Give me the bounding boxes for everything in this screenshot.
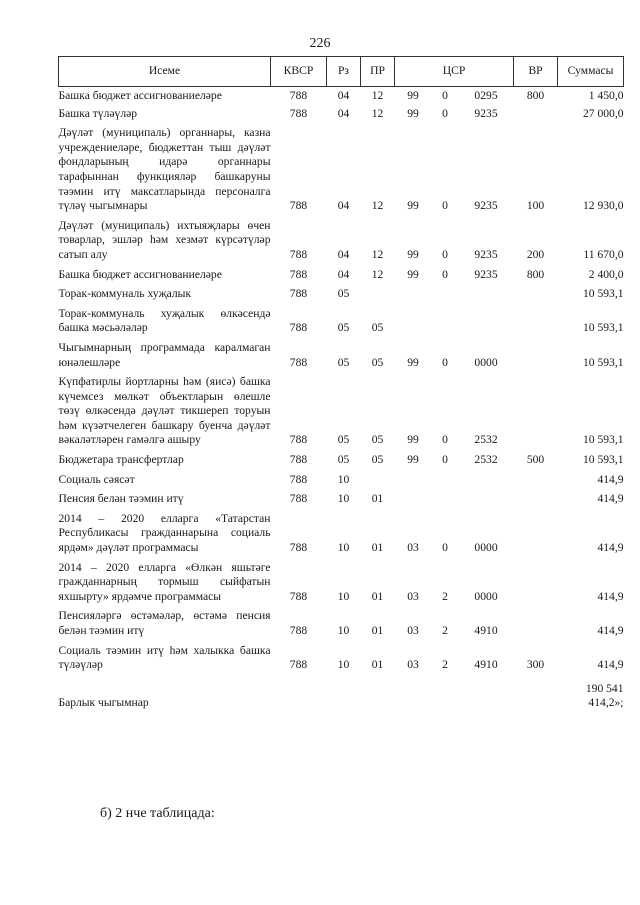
cell-rz: 04 [337, 199, 350, 213]
cell-csr-program: 03 [407, 624, 419, 637]
cell-csr-program: 99 [407, 453, 419, 467]
cell-pr: 12 [371, 106, 384, 120]
cell-sum: 414,9 [597, 541, 624, 555]
cell-kvsr: 788 [289, 89, 308, 102]
cell-pr: 01 [371, 589, 384, 603]
cell-csr-subprogram: 0 [442, 106, 448, 120]
cell-csr-direction: 0000 [474, 541, 498, 555]
table-row [59, 87, 624, 104]
cell-csr-direction: 2532 [474, 433, 498, 447]
cell-vr [514, 556, 558, 605]
column-header-csr: ЦСР [395, 57, 514, 87]
cell-sum: 414,9 [597, 624, 624, 637]
cell-pr: 05 [371, 355, 384, 369]
cell-pr: 05 [371, 321, 384, 335]
table-row [59, 282, 624, 302]
table-row [59, 370, 624, 448]
cell-csr-direction [459, 302, 514, 336]
cell-sum: 10 593,1 [582, 287, 624, 301]
cell-name: Дәүләт (муниципаль) органнары, казна учреждениеләре, бюджеттан тыш дәүләт фондларының идарә органнары тарафыннан функцияләр башкаруны тәэмин итү максатларында персоналга түләү чыгымнары [58, 126, 271, 213]
page-number: 226 [309, 36, 331, 51]
cell-pr: 05 [371, 453, 384, 467]
cell-csr-program: 99 [407, 106, 419, 120]
table-body [59, 87, 624, 673]
cell-kvsr: 788 [289, 106, 308, 120]
cell-csr-program [395, 468, 432, 488]
cell-csr-program: 03 [407, 589, 419, 603]
cell-rz: 10 [337, 658, 350, 672]
column-header-rz: Рз [327, 57, 361, 87]
cell-name: Дәүләт (муниципаль) ихтыяҗлары өчен товарлар, эшләр һәм хезмәт күрсәтүләр сатып алу [58, 218, 271, 261]
column-header-vr: ВР [514, 57, 558, 87]
cell-sum: 414,9 [597, 492, 624, 506]
cell-sum: 11 670,0 [583, 247, 624, 261]
cell-csr-direction: 4910 [474, 658, 498, 672]
cell-kvsr: 788 [289, 658, 308, 672]
cell-kvsr: 788 [289, 541, 308, 555]
budget-table [58, 56, 624, 711]
cell-pr: 12 [371, 247, 384, 261]
table-row [59, 302, 624, 336]
cell-name: 2014 – 2020 елларга «Татарстан Республикасы гражданнарына социаль ярдәм» дәүләт программасы [58, 511, 271, 555]
cell-rz: 05 [337, 287, 350, 301]
cell-sum: 1 450,0 [588, 89, 624, 102]
cell-pr: 05 [371, 433, 384, 447]
cell-name: Пенсияләргә өстәмәләр, өстәмә пенсия белән тәэмин итү [58, 609, 271, 637]
cell-name: Күпфатирлы йортларны һәм (яисә) башка күчемсез мөлкәт объектларын өлешле төзү өлкәсендә дәүләт тикшереп торуын һәм күзәтчелеген башкару буенча дәүләт вәкаләтләрен гамәлгә ашыру [58, 375, 271, 447]
table-row [59, 556, 624, 605]
table-row [59, 121, 624, 214]
cell-csr-direction [459, 282, 514, 302]
cell-sum: 2 400,0 [588, 267, 624, 281]
cell-name: Торак-коммуналь хуҗалык [58, 287, 192, 301]
cell-vr [514, 302, 558, 336]
cell-csr-program [395, 487, 432, 507]
table-row [59, 448, 624, 468]
cell-rz: 04 [337, 247, 350, 261]
cell-csr-direction: 0295 [474, 89, 498, 102]
cell-csr-subprogram: 0 [442, 89, 448, 102]
cell-csr-subprogram: 0 [442, 355, 448, 369]
cell-csr-program: 99 [407, 199, 419, 213]
cell-csr-subprogram: 0 [442, 541, 448, 555]
cell-csr-subprogram [432, 468, 459, 488]
cell-name: Социаль тәэмин итү һәм халыкка башка түләүләр [58, 643, 271, 672]
cell-sum: 10 593,1 [582, 355, 624, 369]
cell-pr [361, 468, 395, 488]
cell-vr: 300 [526, 658, 545, 672]
cell-vr: 100 [526, 199, 545, 213]
footer-text: б) 2 нче таблицада: [100, 806, 215, 821]
cell-name: Пенсия белән тәэмин итү [58, 492, 184, 506]
cell-rz: 05 [337, 453, 350, 467]
cell-rz: 05 [337, 433, 350, 447]
cell-csr-program [395, 302, 432, 336]
table-row [59, 104, 624, 122]
cell-rz: 10 [337, 472, 350, 486]
cell-csr-direction: 9235 [474, 247, 498, 261]
column-header-name: Исеме [59, 57, 271, 87]
cell-pr: 12 [371, 89, 384, 102]
cell-name: Башка бюджет ассигнованиеләре [58, 89, 222, 102]
cell-csr-program [395, 282, 432, 302]
cell-rz: 04 [337, 106, 350, 120]
cell-vr [514, 104, 558, 122]
cell-csr-subprogram: 0 [442, 433, 448, 447]
cell-csr-program: 99 [407, 433, 419, 447]
cell-name: Чыгымнарның программада каралмаган юнәлешләре [58, 340, 271, 369]
column-header-pr: ПР [361, 57, 395, 87]
cell-sum: 27 000,0 [582, 106, 624, 120]
cell-csr-subprogram: 0 [442, 453, 448, 467]
cell-name: 2014 – 2020 елларга «Өлкән яшьтәге гражданнарның тормыш сыйфатын яхшырту» ярдәмче программасы [58, 560, 271, 603]
cell-name: Социаль сәясәт [58, 472, 135, 486]
cell-vr [514, 487, 558, 507]
cell-csr-subprogram [432, 302, 459, 336]
cell-rz: 10 [337, 492, 350, 506]
table-row [59, 487, 624, 507]
cell-sum: 10 593,1 [582, 321, 624, 335]
table-row [59, 336, 624, 370]
total-label: Барлык чыгымнар [58, 696, 149, 710]
cell-csr-subprogram [432, 282, 459, 302]
cell-vr: 800 [526, 267, 545, 281]
cell-vr [514, 507, 558, 556]
cell-rz: 05 [337, 321, 350, 335]
cell-name: Торак-коммуналь хуҗалык өлкәсендә башка мәсьәләләр [58, 306, 271, 335]
cell-vr: 500 [526, 453, 545, 467]
cell-pr: 01 [371, 624, 384, 637]
cell-pr: 01 [371, 541, 384, 555]
cell-rz: 05 [337, 355, 350, 369]
cell-vr [514, 282, 558, 302]
cell-vr [514, 604, 558, 638]
cell-vr: 800 [526, 89, 545, 102]
cell-rz: 10 [337, 624, 350, 637]
cell-csr-direction: 9235 [474, 199, 498, 213]
cell-name: Башка түләүләр [58, 106, 138, 120]
column-header-kvsr: КВСР [271, 57, 327, 87]
cell-csr-direction: 2532 [474, 453, 498, 467]
cell-rz: 10 [337, 589, 350, 603]
table-row [59, 507, 624, 556]
cell-kvsr: 788 [289, 624, 308, 637]
table-row [59, 263, 624, 283]
cell-csr-program: 99 [407, 267, 419, 281]
cell-csr-subprogram: 0 [442, 199, 448, 213]
cell-name: Бюджетара трансфертлар [58, 453, 184, 467]
cell-pr: 12 [371, 199, 384, 213]
cell-sum: 414,9 [597, 658, 624, 672]
cell-kvsr: 788 [289, 472, 308, 486]
column-header-sum: Суммасы [558, 57, 624, 87]
cell-kvsr: 788 [289, 287, 308, 301]
cell-vr [514, 370, 558, 448]
cell-csr-subprogram: 2 [442, 624, 448, 637]
cell-csr-direction: 0000 [474, 589, 498, 603]
cell-vr: 200 [526, 247, 545, 261]
table-row [59, 604, 624, 638]
cell-pr: 12 [371, 267, 384, 281]
cell-sum: 10 593,1 [582, 433, 624, 447]
cell-csr-program: 03 [407, 541, 419, 555]
cell-csr-subprogram [432, 487, 459, 507]
cell-csr-subprogram: 2 [442, 589, 448, 603]
cell-kvsr: 788 [289, 199, 308, 213]
cell-pr: 01 [371, 492, 384, 506]
cell-csr-program: 99 [407, 89, 419, 102]
cell-kvsr: 788 [289, 589, 308, 603]
cell-kvsr: 788 [289, 321, 308, 335]
cell-sum: 414,9 [597, 589, 624, 603]
total-sum: 190 541 414,2»; [585, 681, 624, 710]
cell-csr-direction [459, 487, 514, 507]
cell-csr-direction [459, 468, 514, 488]
cell-csr-program: 99 [407, 247, 419, 261]
table-row [59, 214, 624, 263]
cell-sum: 12 930,0 [582, 199, 624, 213]
cell-csr-direction: 9235 [474, 106, 498, 120]
cell-vr [514, 468, 558, 488]
total-row [59, 673, 624, 711]
cell-rz: 10 [337, 541, 350, 555]
cell-rz: 04 [337, 267, 350, 281]
cell-pr: 01 [371, 658, 384, 672]
table-row [59, 639, 624, 673]
cell-csr-direction: 9235 [474, 267, 498, 281]
cell-kvsr: 788 [289, 492, 308, 506]
table-row [59, 468, 624, 488]
cell-rz: 04 [337, 89, 350, 102]
cell-sum: 10 593,1 [582, 453, 624, 467]
cell-vr [514, 336, 558, 370]
cell-csr-direction: 0000 [474, 355, 498, 369]
cell-kvsr: 788 [289, 453, 308, 467]
cell-kvsr: 788 [289, 355, 308, 369]
cell-kvsr: 788 [289, 247, 308, 261]
cell-pr [361, 282, 395, 302]
cell-kvsr: 788 [289, 267, 308, 281]
cell-name: Башка бюджет ассигнованиеләре [58, 267, 222, 281]
cell-csr-subprogram: 0 [442, 267, 448, 281]
cell-csr-subprogram: 0 [442, 247, 448, 261]
cell-csr-subprogram: 2 [442, 658, 448, 672]
table-header-row [59, 57, 624, 87]
cell-csr-direction: 4910 [474, 624, 498, 637]
cell-kvsr: 788 [289, 433, 308, 447]
cell-csr-program: 99 [407, 355, 419, 369]
cell-csr-program: 03 [407, 658, 419, 672]
cell-sum: 414,9 [597, 472, 624, 486]
